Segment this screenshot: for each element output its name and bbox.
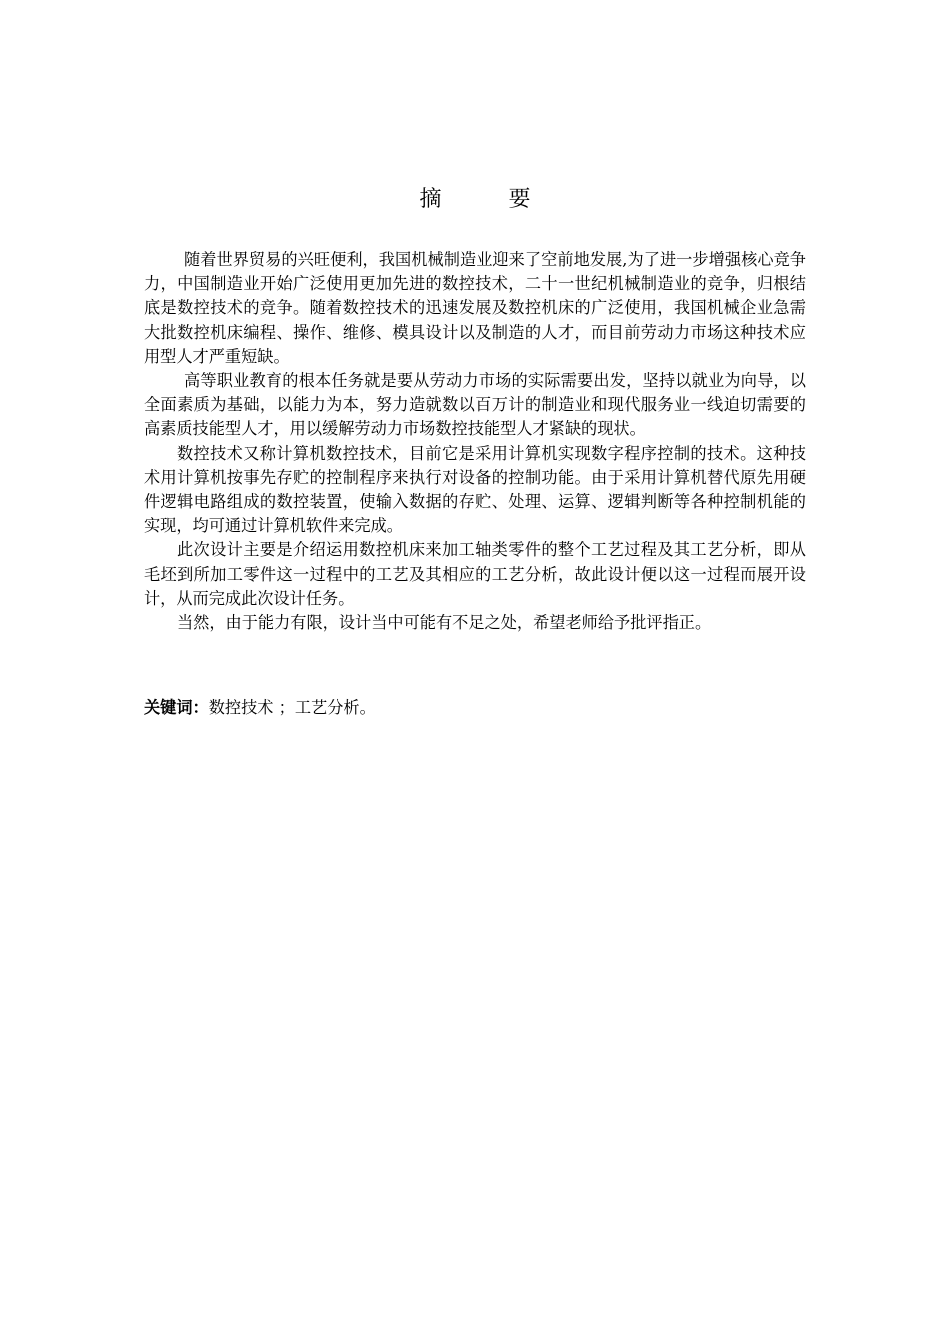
abstract-paragraph-4: 此次设计主要是介绍运用数控机床来加工轴类零件的整个工艺过程及其工艺分析，即从毛坯到所加工零件这一过程中的工艺及其相应的工艺分析，故此设计便以这一过程而展开设计，从而完成此次设计任务。 [144,540,806,608]
keywords-label: 关键词： [144,698,209,717]
abstract-paragraph-5: 当然，由于能力有限，设计当中可能有不足之处，希望老师给予批评指正。 [177,613,712,633]
abstract-title: 摘 要 [419,187,561,212]
abstract-paragraph-3: 数控技术又称计算机数控技术，目前它是采用计算机实现数字程序控制的技术。这种技术用计算机按事先存贮的控制程序来执行对设备的控制功能。由于采用计算机替代原先用硬件逻辑电路组成的数控装置，使输入数据的存贮、处理、运算、逻辑判断等各种控制机能的实现，均可通过计算机软件来完成。 [144,443,806,536]
abstract-body [144,248,806,635]
abstract-paragraph-1: 随着世界贸易的兴旺便利，我国机械制造业迎来了空前地发展,为了进一步增强核心竞争力，中国制造业开始广泛使用更加先进的数控技术，二十一世纪机械制造业的竞争，归根结底是数控技术的竞争。随着数控技术的迅速发展及数控机床的广泛使用，我国机械企业急需大批数控机床编程、操作、维修、模具设计以及制造的人才，而目前劳动力市场这种技术应用型人才严重短缺。 [144,250,806,366]
keywords-line [144,696,806,720]
abstract-paragraph-2: 高等职业教育的根本任务就是要从劳动力市场的实际需要出发，坚持以就业为向导，以全面素质为基础，以能力为本，努力造就数以百万计的制造业和现代服务业一线迫切需要的高素质技能型人才，用以缓解劳动力市场数控技能型人才紧缺的现状。 [144,371,806,439]
keywords-value: 数控技术 ；工艺分析。 [208,698,376,717]
